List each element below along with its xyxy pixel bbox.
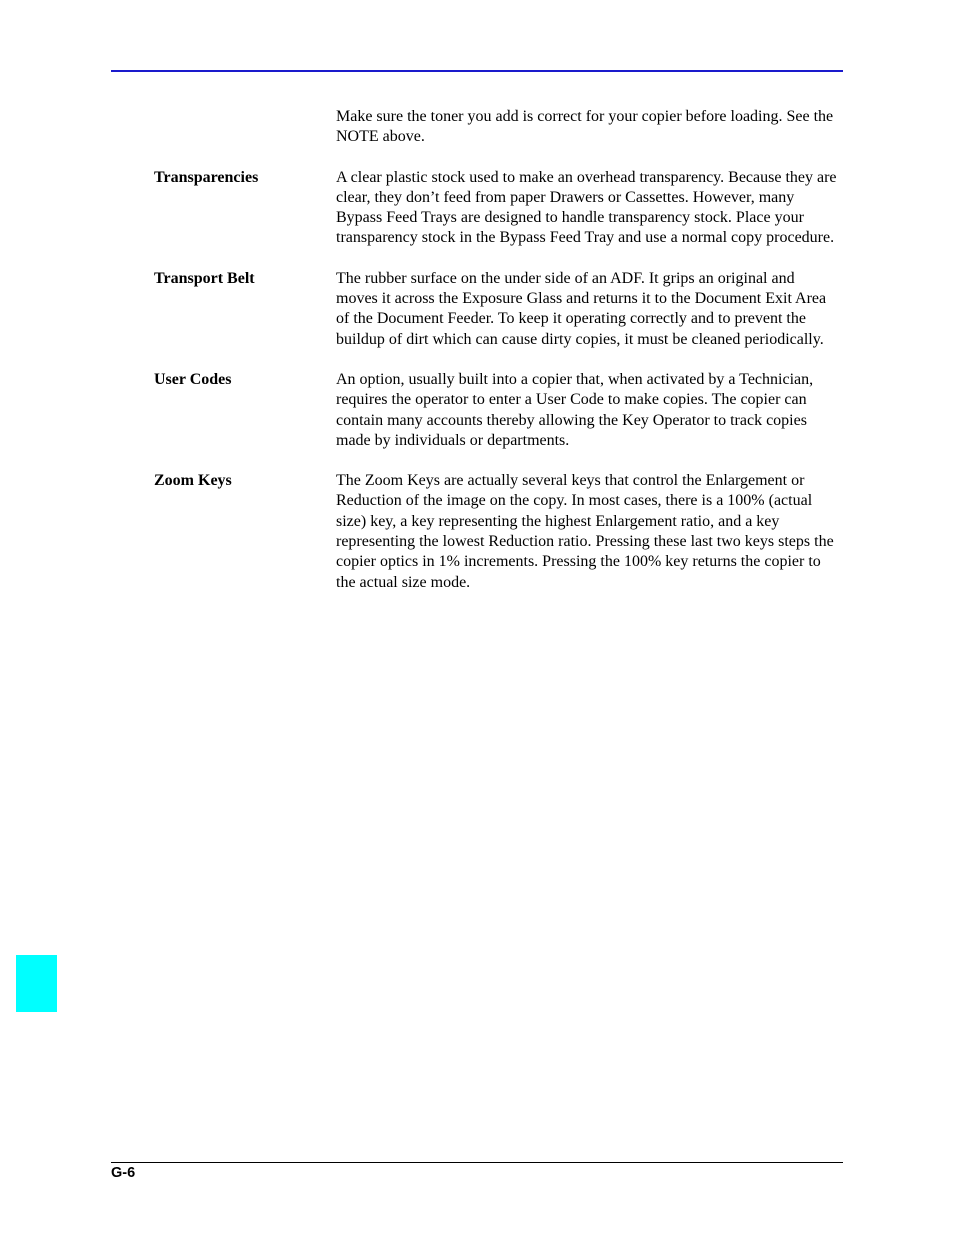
footer-rule: [111, 1162, 843, 1163]
glossary-term: Transport Belt: [154, 269, 255, 287]
glossary-definition: The rubber surface on the under side of an ADF. It grips an original and moves it across the Exposure Glass and returns it to the Document Exit Area of the Document Feeder. To keep it operating correctly and to prevent the buildup of dirt which can cause dirty copies, it must be cleaned periodically.: [336, 269, 827, 348]
header-rule: [111, 70, 843, 72]
intro-text: Make sure the toner you add is correct for your copier before loading. See the NOTE above.: [336, 108, 834, 146]
intro-entry: [0, 107, 954, 148]
glossary-term: Transparencies: [154, 168, 259, 186]
glossary-definition: The Zoom Keys are actually several keys that control the Enlargement or Reduction of the image on the copy. In most cases, there is a 100% (actual size) key, a key representing the highest Enlargement ratio, and a key representing the lowest Reduction ratio. Pressing these last two keys steps the copier optics in 1% increments. Pressing the 100% key returns the copier to the actual size mode.: [336, 472, 834, 591]
glossary-entry-user-codes: [0, 370, 954, 451]
glossary-definition: A clear plastic stock used to make an overhead transparency. Because they are clear, they don’t feed from paper Drawers or Cassettes. However, many Bypass Feed Trays are designed to handle transparency stock. Place your transparency stock in the Bypass Feed Tray and use a normal copy procedure.: [336, 168, 837, 247]
glossary-entry-transparencies: [0, 168, 954, 249]
glossary-term: User Codes: [154, 370, 232, 388]
glossary-body: [0, 107, 954, 613]
glossary-term: Zoom Keys: [154, 472, 232, 490]
glossary-entry-transport-belt: [0, 269, 954, 350]
section-tab-marker: [16, 955, 57, 1012]
page-number: G-6: [111, 1165, 136, 1181]
glossary-entry-zoom-keys: [0, 471, 954, 593]
glossary-definition: An option, usually built into a copier that, when activated by a Technician, requires the operator to enter a User Code to make copies. The copier can contain many accounts thereby allowing the Key Operator to track copies made by individuals or departments.: [336, 370, 814, 449]
